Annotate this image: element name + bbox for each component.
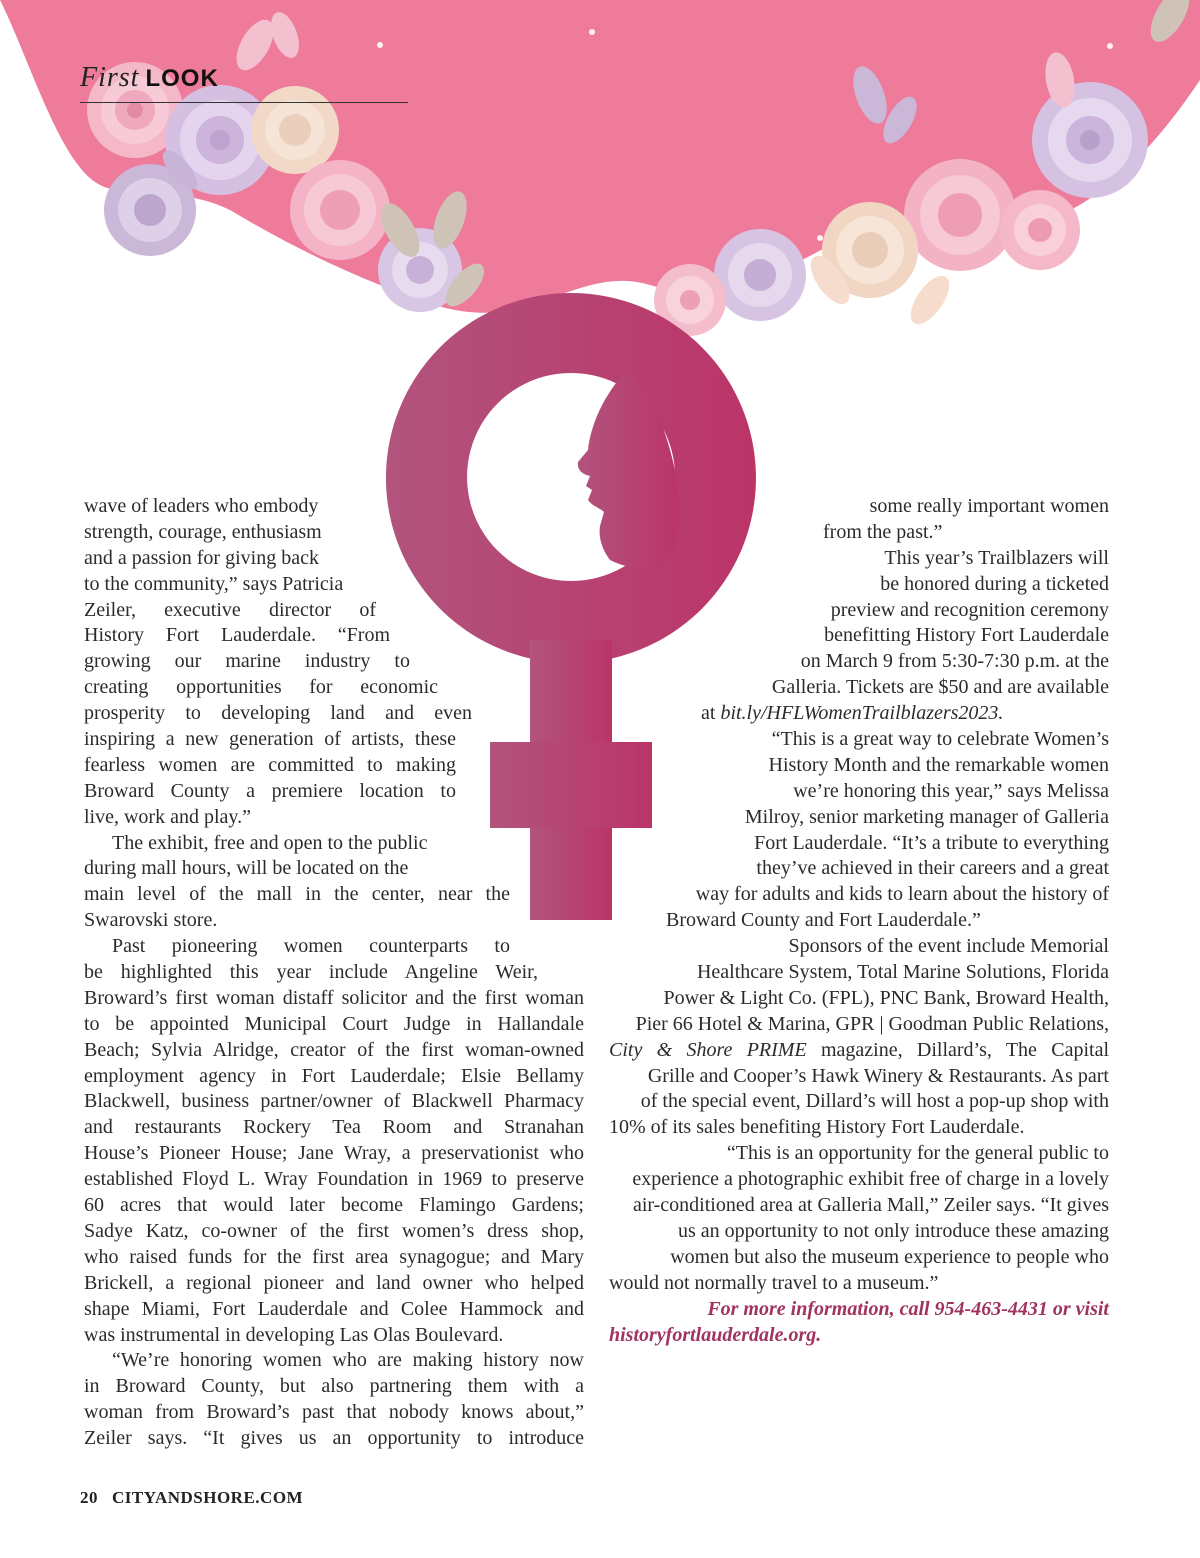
text-line: “This is an opportunity for the general public to [726, 1142, 1109, 1165]
cta-line: For more information, call 954-463-4431 or visit [707, 1297, 1109, 1320]
text-line: growing our marine industry to [84, 650, 410, 673]
text-line: in Broward County, but also partnering them with a [84, 1375, 584, 1398]
text-line: House’s Pioneer House; Jane Wray, a preservationist who [84, 1142, 584, 1165]
text-at: at [701, 702, 721, 725]
left-column-text [84, 494, 584, 1452]
text-line: “We’re honoring women who are making history now [112, 1349, 584, 1372]
section-header [80, 62, 408, 103]
text-line: Past pioneering women counterparts to [112, 935, 510, 958]
text-line: shape Miami, Fort Lauderdale and Colee Hammock and [84, 1297, 584, 1320]
text-line: 10% of its sales benefiting History Fort Lauderdale. [609, 1116, 1025, 1139]
text-line: was instrumental in developing Las Olas Boulevard. [84, 1323, 504, 1346]
text-line: History Fort Lauderdale. “From [84, 624, 390, 647]
text-line [609, 1038, 1109, 1064]
text-line: employment agency in Fort Lauderdale; Elsie Bellamy [84, 1064, 584, 1087]
text-line: of the special event, Dillard’s will host a pop-up shop with [640, 1090, 1109, 1113]
text-line: be highlighted this year include Angeline Weir, [84, 961, 538, 984]
text-line: we’re honoring this year,” says Melissa [793, 779, 1109, 802]
text-line: to be appointed Municipal Court Judge in Hallandale [84, 1012, 584, 1035]
text-line: and restaurants Rockery Tea Room and Stranahan [84, 1116, 584, 1139]
text-line: established Floyd L. Wray Foundation in 1969 to preserve [84, 1168, 584, 1191]
text-line: preview and recognition ceremony [830, 598, 1109, 621]
text-line: History Month and the remarkable women [768, 753, 1109, 776]
text-line: inspiring a new generation of artists, these [84, 728, 456, 751]
text-line: Brickell, a regional pioneer and land owner who helped [84, 1271, 584, 1294]
text-line: Sadye Katz, co-owner of the first women’s dress shop, [84, 1219, 584, 1242]
text-line: benefitting History Fort Lauderdale [824, 624, 1109, 647]
text-line: Swarovski store. [84, 909, 218, 932]
text-line: from the past.” [823, 520, 943, 543]
text-line: way for adults and kids to learn about the history of [695, 883, 1109, 906]
text-line: Galleria. Tickets are $50 and are available [771, 676, 1109, 699]
text-line: who raised funds for the first area synagogue; and Mary [84, 1245, 584, 1268]
text-line: Broward County a premiere location to [84, 779, 456, 802]
text-line: This year’s Trailblazers will [884, 546, 1109, 569]
text-line: us an opportunity to not only introduce these amazing [677, 1219, 1109, 1242]
text-line: they’ve achieved in their careers and a great [756, 857, 1109, 880]
section-header-look: LOOK [145, 65, 219, 92]
text-line: and a passion for giving back [84, 546, 319, 569]
right-column-text [609, 494, 1109, 1348]
text-line: Sponsors of the event include Memorial [788, 935, 1109, 958]
text-line: Broward County and Fort Lauderdale.” [666, 909, 981, 932]
section-header-first: First [80, 62, 140, 93]
text-line: Pier 66 Hotel & Marina, GPR | Goodman Public Relations, [635, 1012, 1109, 1035]
text-rest: magazine, Dillard’s, The Capital [806, 1038, 1110, 1061]
text-line: 60 acres that would later become Flamingo Gardens; [84, 1194, 584, 1217]
text-line: would not normally travel to a museum.” [609, 1271, 939, 1294]
site-name[interactable]: CITYANDSHORE.COM [112, 1488, 304, 1507]
text-line: wave of leaders who embody [84, 495, 319, 517]
text-line: Milroy, senior marketing manager of Galleria [744, 805, 1109, 828]
ticket-link[interactable]: bit.ly/HFLWomenTrailblazers2023. [720, 702, 1004, 725]
page-number: 20 [80, 1488, 98, 1507]
text-line: Fort Lauderdale. “It’s a tribute to everything [754, 831, 1109, 854]
text-line: air-conditioned area at Galleria Mall,” Zeiler says. “It gives [632, 1194, 1109, 1217]
text-line: strength, courage, enthusiasm [84, 520, 322, 543]
text-line: prosperity to developing land and even [84, 702, 472, 725]
text-line: Blackwell, business partner/owner of Blackwell Pharmacy [84, 1090, 584, 1113]
text-line: Healthcare System, Total Marine Solutions, Florida [696, 961, 1109, 984]
text-line: women but also the museum experience to people who [670, 1245, 1109, 1268]
text-line: main level of the mall in the center, near the [84, 883, 510, 906]
text-line: Power & Light Co. (FPL), PNC Bank, Broward Health, [663, 986, 1109, 1009]
text-line: Grille and Cooper’s Hawk Winery & Restaurants. As part [647, 1064, 1109, 1087]
website-link[interactable]: historyfortlauderdale.org. [609, 1323, 822, 1346]
text-line: Zeiler, executive director of [84, 598, 376, 621]
text-line: be honored during a ticketed [880, 572, 1109, 595]
text-line: during mall hours, will be located on the [84, 857, 409, 880]
text-line: woman from Broward’s past that nobody knows about,” [84, 1401, 584, 1424]
text-line: some really important women [869, 495, 1109, 517]
text-line: on March 9 from 5:30-7:30 p.m. at the [800, 650, 1109, 673]
text-line: to the community,” says Patricia [84, 572, 344, 595]
text-line: Zeiler says. “It gives us an opportunity to introduce [84, 1427, 584, 1450]
text-line: “This is a great way to celebrate Women’s [771, 728, 1109, 751]
text-line: The exhibit, free and open to the public [112, 831, 428, 854]
text-line: live, work and play.” [84, 805, 251, 828]
text-line: experience a photographic exhibit free of charge in a lovely [632, 1168, 1109, 1191]
text-line: creating opportunities for economic [84, 676, 438, 699]
text-line: Broward’s first woman distaff solicitor and the first woman [84, 986, 584, 1009]
text-line: fearless women are committed to making [84, 753, 456, 776]
text-line: Beach; Sylvia Alridge, creator of the first woman-owned [84, 1038, 584, 1061]
page-footer [80, 1488, 303, 1508]
text-line [609, 701, 1109, 727]
magazine-name: City & Shore PRIME [609, 1038, 807, 1061]
